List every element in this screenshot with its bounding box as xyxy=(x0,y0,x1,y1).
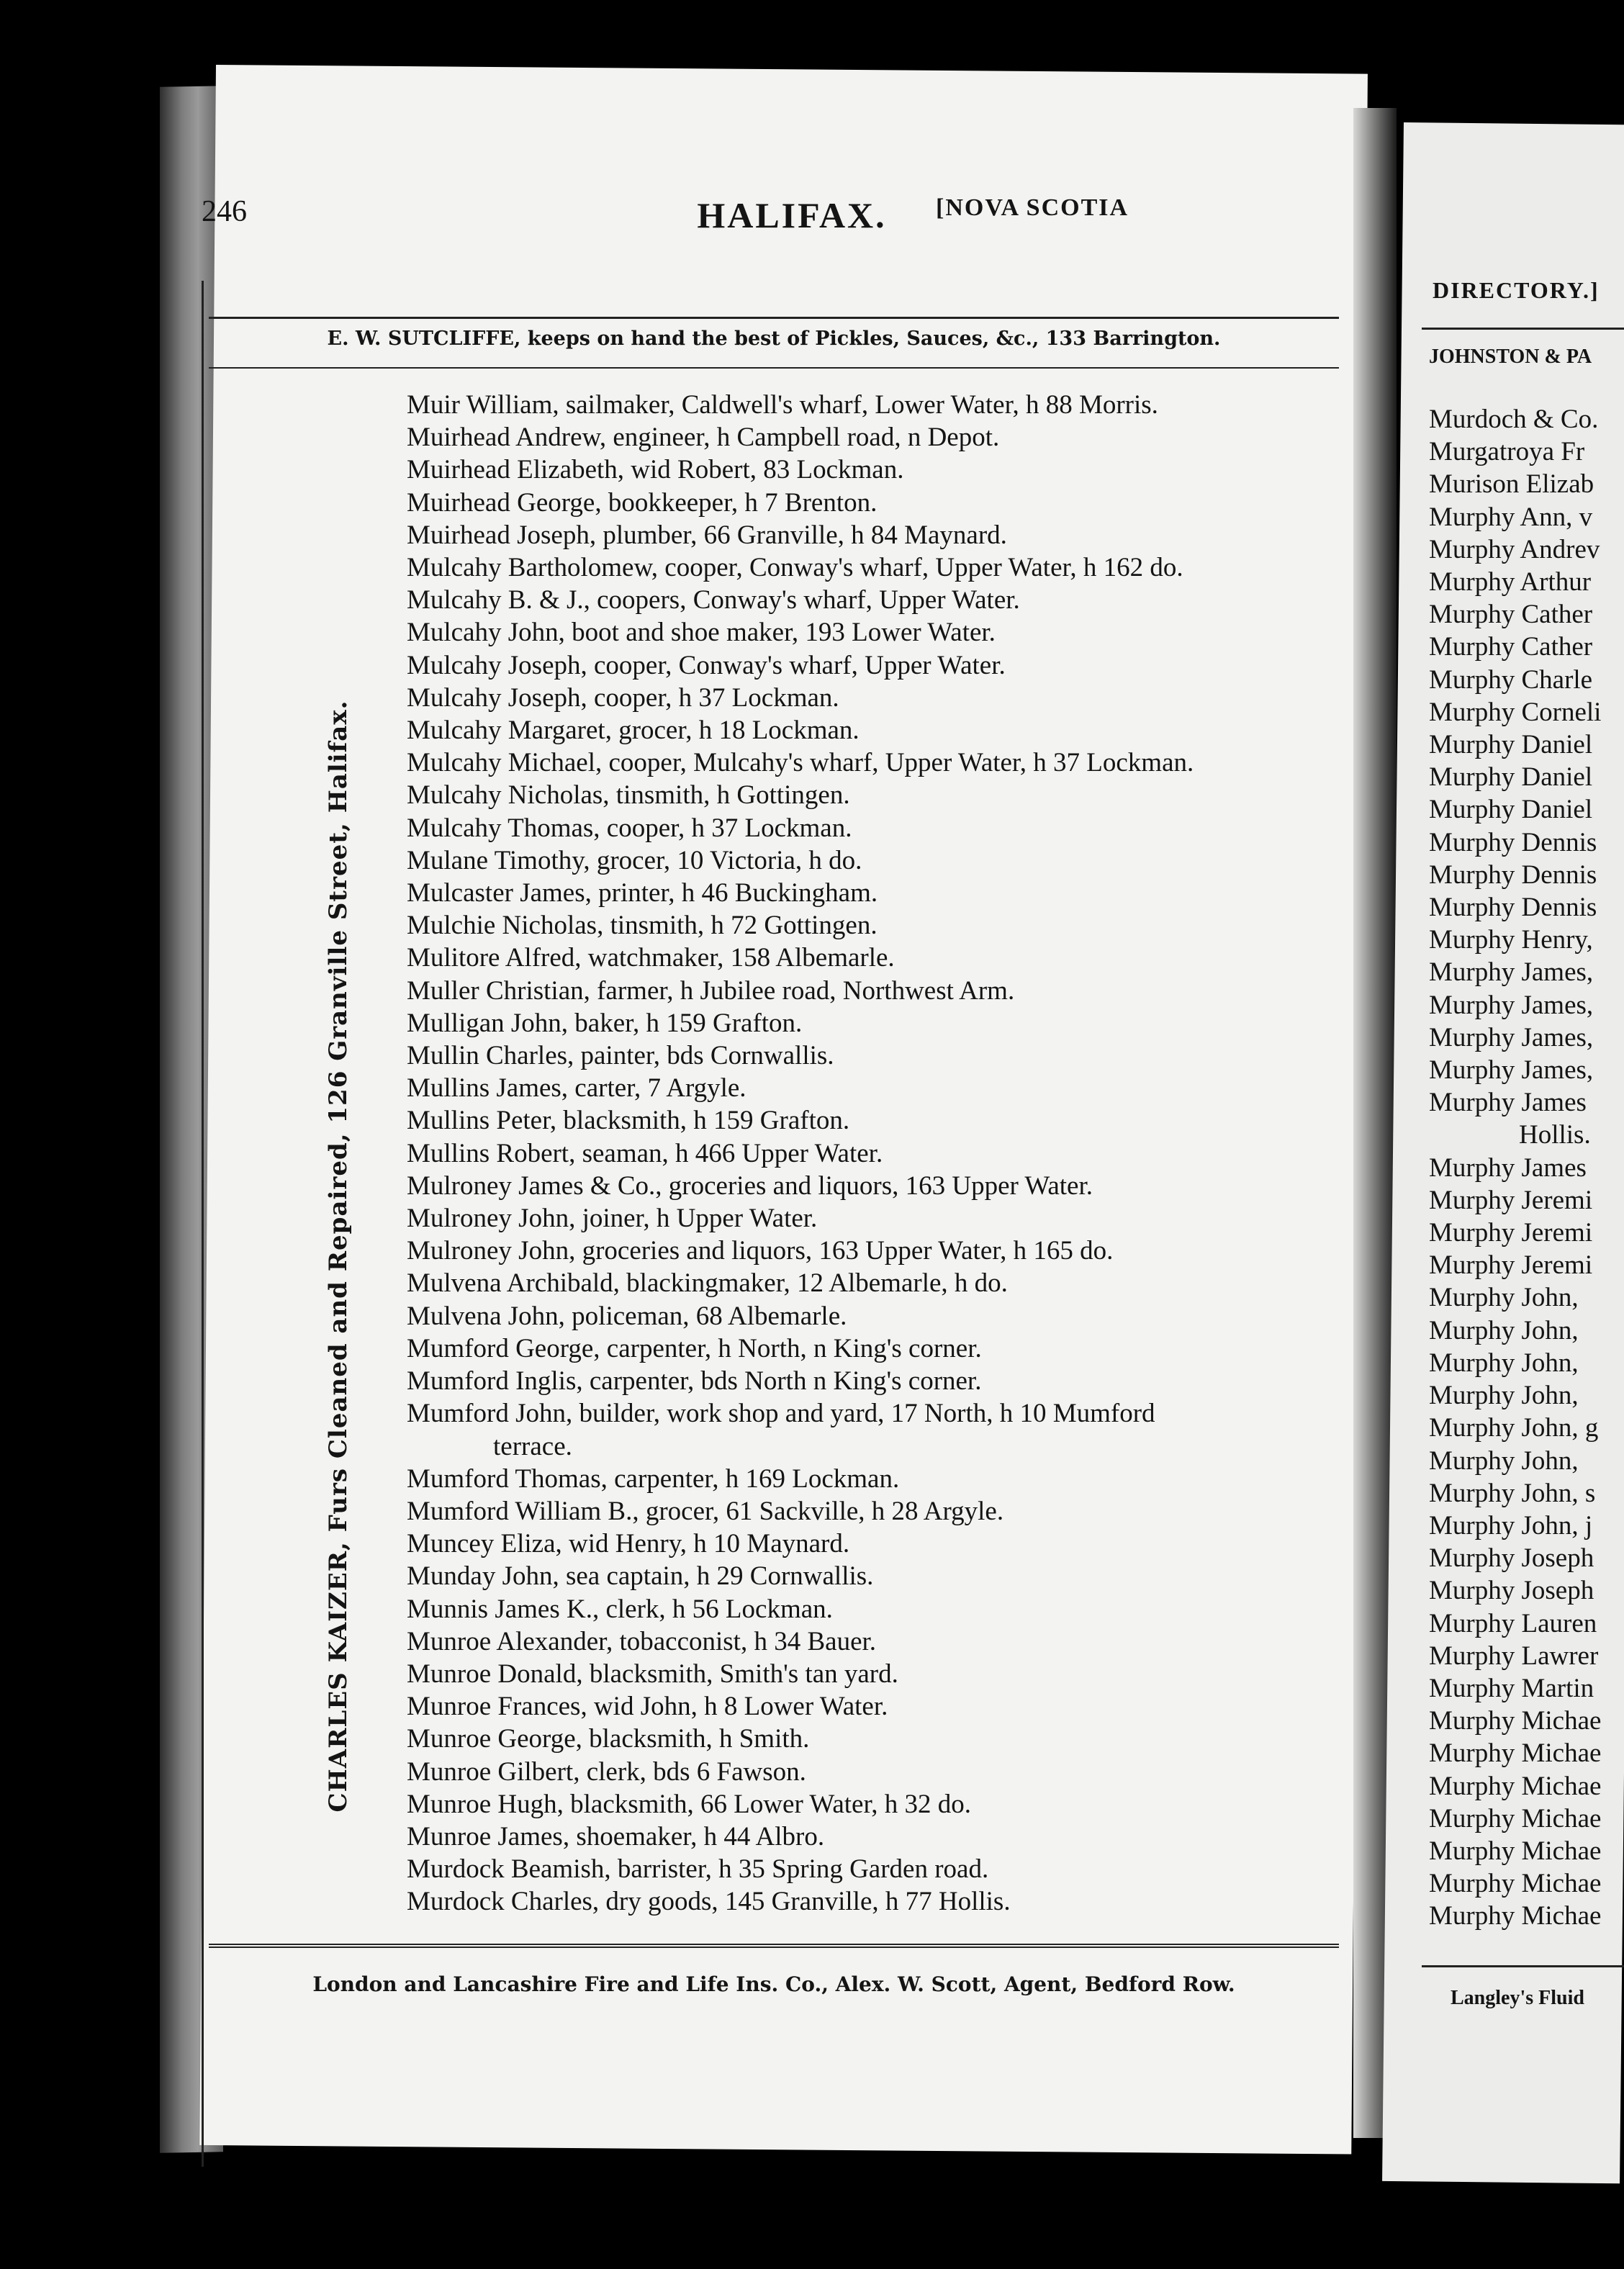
directory-entry xyxy=(1429,1184,1623,1217)
entry-text: Mulvena Archibald, blackingmaker, 12 Albemarle, h do. xyxy=(407,1268,1008,1299)
entry-text: Murphy James, xyxy=(1429,1055,1594,1086)
directory-entry xyxy=(407,1202,1343,1235)
directory-entry xyxy=(407,1658,1343,1690)
directory-entry xyxy=(1429,403,1623,436)
top-advertisement: E. W. SUTCLIFFE, keeps on hand the best of Pickles, Sauces, &c., 133 Barrington. xyxy=(327,328,1221,350)
bottom-advertisement: London and Lancashire Fire and Life Ins. Co., Alex. W. Scott, Agent, Bedford Row. xyxy=(312,1972,1235,1996)
entry-text: Mumford Inglis, carpenter, bds North n King's corner. xyxy=(407,1366,982,1397)
entry-text: Mullins Robert, seaman, h 466 Upper Water. xyxy=(407,1138,883,1168)
directory-entry xyxy=(407,649,1343,682)
directory-entry xyxy=(407,1007,1343,1039)
directory-entry xyxy=(407,1593,1343,1625)
directory-entry xyxy=(407,519,1343,551)
entry-text: Murphy Joseph xyxy=(1429,1576,1594,1606)
directory-entry xyxy=(407,1625,1343,1658)
entry-text: Mulroney James & Co., groceries and liquors, 163 Upper Water. xyxy=(407,1170,1093,1201)
entry-text: Murphy Michae xyxy=(1429,1771,1602,1801)
entry-text: Murphy Michae xyxy=(1429,1836,1602,1866)
directory-entry xyxy=(407,1853,1343,1885)
directory-entry xyxy=(407,779,1343,811)
directory-entry xyxy=(1429,859,1623,891)
directory-entry xyxy=(407,1560,1343,1592)
entry-text: Murphy John, xyxy=(1429,1348,1579,1378)
entry-text: Murphy Michae xyxy=(1429,1738,1602,1769)
directory-entry xyxy=(1429,1347,1623,1379)
entry-text: Mulcahy B. & J., coopers, Conway's wharf, Upper Water. xyxy=(407,585,1020,615)
entry-text: Murphy Daniel xyxy=(1429,762,1593,793)
directory-entry xyxy=(1429,1314,1623,1347)
directory-entry xyxy=(407,812,1343,844)
entry-text: Murphy Andrev xyxy=(1429,534,1600,564)
directory-entry xyxy=(1429,761,1623,793)
entry-text: Muirhead Andrew, engineer, h Campbell road, n Depot. xyxy=(407,423,1000,453)
directory-entry xyxy=(407,1365,1343,1397)
entry-text: Murphy Daniel xyxy=(1429,795,1593,825)
entry-text: Mulchie Nicholas, tinsmith, h 72 Gottingen. xyxy=(407,911,878,941)
entry-text: Murdock Charles, dry goods, 145 Granville, h 77 Hollis. xyxy=(407,1887,1011,1917)
entry-continuation: Hollis. xyxy=(1519,1120,1591,1150)
entry-text: Murphy Dennis xyxy=(1429,860,1597,890)
entry-text: Munroe Gilbert, clerk, bds 6 Fawson. xyxy=(407,1756,806,1787)
directory-entry xyxy=(407,454,1343,486)
directory-entry xyxy=(1429,1737,1623,1769)
entry-text: Munroe Frances, wid John, h 8 Lower Water. xyxy=(407,1692,888,1722)
directory-entry xyxy=(407,487,1343,519)
entry-text: Mulroney John, joiner, h Upper Water. xyxy=(407,1204,818,1234)
entry-text: Murphy Dennis xyxy=(1429,827,1597,857)
entry-text: Mullins James, carter, 7 Argyle. xyxy=(407,1073,746,1104)
directory-entry xyxy=(1429,436,1623,468)
directory-entry xyxy=(1429,1152,1623,1184)
directory-entry xyxy=(1429,1607,1623,1640)
directory-entry xyxy=(1429,793,1623,826)
directory-entry xyxy=(1429,1379,1623,1412)
entry-text: Muncey Eliza, wid Henry, h 10 Maynard. xyxy=(407,1529,850,1559)
directory-entry xyxy=(1429,1477,1623,1510)
entry-text: Murphy Dennis xyxy=(1429,893,1597,923)
entry-text: Mullin Charles, painter, bds Cornwallis. xyxy=(407,1041,834,1071)
entry-text: Munroe George, blacksmith, h Smith. xyxy=(407,1724,810,1754)
entry-text: Murphy Jeremi xyxy=(1429,1250,1593,1281)
entry-text: Mumford George, carpenter, h North, n King's corner. xyxy=(407,1333,982,1363)
directory-entry xyxy=(407,1137,1343,1170)
entry-text: Murphy Arthur xyxy=(1429,567,1592,597)
directory-entry xyxy=(1429,1640,1623,1672)
directory-entry xyxy=(1429,664,1623,696)
directory-entry xyxy=(1429,1574,1623,1607)
entry-text: Murphy John, xyxy=(1429,1381,1579,1411)
directory-entry xyxy=(407,942,1343,974)
entry-text: Murphy Michae xyxy=(1429,1869,1602,1899)
page-title: HALIFAX. xyxy=(697,195,887,235)
entry-text: Mullins Peter, blacksmith, h 159 Grafton. xyxy=(407,1106,850,1136)
entry-text: Murphy John, xyxy=(1429,1445,1579,1476)
right-page-bottom-advertisement: Langley's Fluid xyxy=(1451,1987,1584,2009)
directory-entry xyxy=(407,844,1343,877)
entry-text: Mulcahy Michael, cooper, Mulcahy's wharf, Upper Water, h 37 Lockman. xyxy=(407,748,1194,778)
entry-text: Murphy Jeremi xyxy=(1429,1185,1593,1215)
side-advertisement: CHARLES KAIZER, Furs Cleaned and Repaired, 126 Granville Street, Halifax. xyxy=(324,700,353,1813)
right-page-bottom-rule xyxy=(1422,1965,1624,1967)
directory-entry xyxy=(1429,533,1623,566)
directory-entry xyxy=(407,1332,1343,1365)
entry-text: Mulroney John, groceries and liquors, 163 Upper Water, h 165 do. xyxy=(407,1236,1114,1266)
entry-text: Murphy John, g xyxy=(1429,1413,1599,1443)
directory-entry xyxy=(1429,1054,1623,1086)
entry-text: Murphy James xyxy=(1429,1088,1587,1118)
entry-text: Murgatroya Fr xyxy=(1429,437,1585,467)
directory-entry xyxy=(1429,1900,1623,1932)
entry-text: Mulcahy Joseph, cooper, Conway's wharf, Upper Water. xyxy=(407,650,1006,680)
entry-text: Murphy Lawrer xyxy=(1429,1641,1599,1671)
directory-entry xyxy=(1429,826,1623,859)
directory-entry xyxy=(1429,924,1623,956)
entry-text: Muirhead Elizabeth, wid Robert, 83 Lockman. xyxy=(407,455,904,485)
entry-text: Murphy John, s xyxy=(1429,1478,1596,1508)
bottom-rule xyxy=(209,1944,1339,1948)
right-page-entries xyxy=(1429,403,1623,1933)
directory-entry xyxy=(1429,1281,1623,1314)
entry-text: Murphy John, xyxy=(1429,1315,1579,1345)
directory-entry xyxy=(407,1690,1343,1723)
entry-text: Munroe James, shoemaker, h 44 Albro. xyxy=(407,1821,825,1851)
directory-entry xyxy=(407,1267,1343,1299)
entry-text: Mulvena John, policeman, 68 Albemarle. xyxy=(407,1301,847,1331)
entry-text: Mumford John, builder, work shop and yard, 17 North, h 10 Mumford xyxy=(407,1399,1155,1429)
entry-text: Murphy James, xyxy=(1429,957,1594,988)
directory-entry xyxy=(407,1723,1343,1755)
entry-text: Mulcahy Thomas, cooper, h 37 Lockman. xyxy=(407,813,852,843)
entry-text: Mumford William B., grocer, 61 Sackville, h 28 Argyle. xyxy=(407,1496,1004,1526)
directory-entry xyxy=(407,1039,1343,1072)
directory-entry xyxy=(407,1300,1343,1332)
directory-entry xyxy=(407,551,1343,584)
right-page-top-advertisement: JOHNSTON & PA xyxy=(1429,346,1592,368)
directory-entry xyxy=(1429,696,1623,728)
entry-text: Mumford Thomas, carpenter, h 169 Lockman. xyxy=(407,1463,900,1494)
directory-entry xyxy=(1429,598,1623,631)
entry-text: Munroe Alexander, tobacconist, h 34 Bauer. xyxy=(407,1626,877,1656)
directory-entry xyxy=(407,1170,1343,1202)
entry-text: Murphy Michae xyxy=(1429,1901,1602,1931)
entry-text: Murphy Corneli xyxy=(1429,697,1602,727)
directory-entry xyxy=(1429,1867,1623,1900)
directory-entry xyxy=(407,584,1343,616)
entry-text: Murphy James, xyxy=(1429,990,1594,1020)
directory-entry xyxy=(407,909,1343,942)
directory-entry xyxy=(407,616,1343,649)
entry-text: Mulcahy Joseph, cooper, h 37 Lockman. xyxy=(407,682,839,713)
entry-text: Murison Elizab xyxy=(1429,469,1594,500)
directory-entry xyxy=(1429,1412,1623,1444)
directory-entry xyxy=(1429,1086,1623,1151)
entry-text: Muirhead George, bookkeeper, h 7 Brenton. xyxy=(407,487,878,518)
entry-text: Mulitore Alfred, watchmaker, 158 Albemarle. xyxy=(407,943,895,973)
entry-text: Mulcahy Bartholomew, cooper, Conway's wharf, Upper Water, h 162 do. xyxy=(407,553,1183,583)
entry-text: Mulcahy Margaret, grocer, h 18 Lockman. xyxy=(407,716,860,746)
entry-text: Munroe Donald, blacksmith, Smith's tan yard. xyxy=(407,1659,898,1689)
entry-continuation: terrace. xyxy=(493,1431,572,1461)
directory-entry xyxy=(407,1463,1343,1495)
entry-text: Murphy Henry, xyxy=(1429,925,1593,955)
directory-entry xyxy=(407,1821,1343,1853)
directory-entry xyxy=(407,877,1343,909)
entry-text: Murphy James, xyxy=(1429,1022,1594,1052)
directory-entry xyxy=(1429,631,1623,663)
directory-entry xyxy=(407,1756,1343,1788)
entry-text: Murdock Beamish, barrister, h 35 Spring Garden road. xyxy=(407,1854,989,1885)
directory-entry xyxy=(407,421,1343,454)
entry-text: Murphy Ann, v xyxy=(1429,502,1593,532)
entry-text: Murphy John, xyxy=(1429,1283,1579,1313)
entry-text: Mulcaster James, printer, h 46 Buckingham. xyxy=(407,878,878,908)
directory-entry xyxy=(1429,1217,1623,1249)
directory-entry xyxy=(1429,1705,1623,1737)
page-section: [NOVA SCOTIA xyxy=(936,194,1129,221)
directory-entry xyxy=(407,1104,1343,1137)
directory-entry xyxy=(407,1528,1343,1560)
directory-entry xyxy=(1429,566,1623,598)
directory-entry xyxy=(1429,1803,1623,1835)
entry-text: Murphy Cather xyxy=(1429,632,1593,662)
directory-entry xyxy=(1429,1835,1623,1867)
entry-text: Mulligan John, baker, h 159 Grafton. xyxy=(407,1008,803,1038)
right-page-header: DIRECTORY.] xyxy=(1433,277,1600,303)
directory-entry xyxy=(1429,468,1623,500)
directory-entries xyxy=(407,389,1343,1918)
directory-entry xyxy=(407,1788,1343,1821)
directory-entry xyxy=(407,682,1343,714)
entry-text: Muller Christian, farmer, h Jubilee road, Northwest Arm. xyxy=(407,975,1015,1006)
directory-entry xyxy=(1429,956,1623,988)
entry-text: Mulcahy Nicholas, tinsmith, h Gottingen. xyxy=(407,780,850,811)
directory-entry xyxy=(1429,989,1623,1021)
entry-text: Mulcahy John, boot and shoe maker, 193 Lower Water. xyxy=(407,618,996,648)
directory-entry xyxy=(1429,1542,1623,1574)
entry-text: Murphy Michae xyxy=(1429,1706,1602,1736)
entry-text: Murdoch & Co. xyxy=(1429,405,1599,434)
entry-text: Munday John, sea captain, h 29 Cornwallis. xyxy=(407,1561,874,1592)
entry-text: Murphy Martin xyxy=(1429,1673,1594,1703)
entry-text: Mulane Timothy, grocer, 10 Victoria, h do. xyxy=(407,845,862,875)
entry-text: Munnis James K., clerk, h 56 Lockman. xyxy=(407,1594,833,1624)
entry-text: Murphy John, j xyxy=(1429,1510,1593,1541)
directory-entry xyxy=(407,1397,1343,1462)
entry-text: Murphy Michae xyxy=(1429,1803,1602,1833)
directory-entry xyxy=(1429,1672,1623,1705)
entry-text: Murphy James xyxy=(1429,1152,1587,1183)
right-page-top-rule xyxy=(1422,328,1624,330)
directory-entry xyxy=(1429,891,1623,924)
page-number: 246 xyxy=(202,195,247,228)
entry-text: Murphy Daniel xyxy=(1429,730,1593,760)
directory-entry xyxy=(407,714,1343,746)
directory-entry xyxy=(407,1495,1343,1528)
directory-entry xyxy=(407,1235,1343,1267)
directory-entry xyxy=(407,1885,1343,1918)
entry-text: Murphy Joseph xyxy=(1429,1543,1594,1574)
directory-entry xyxy=(1429,1770,1623,1803)
entry-text: Murphy Jeremi xyxy=(1429,1218,1593,1248)
entry-text: Muirhead Joseph, plumber, 66 Granville, h 84 Maynard. xyxy=(407,520,1007,550)
entry-text: Murphy Lauren xyxy=(1429,1608,1597,1638)
entry-text: Munroe Hugh, blacksmith, 66 Lower Water, h 32 do. xyxy=(407,1789,972,1819)
directory-entry xyxy=(407,389,1343,421)
directory-entry xyxy=(1429,1249,1623,1281)
directory-entry xyxy=(1429,1021,1623,1054)
entry-text: Muir William, sailmaker, Caldwell's wharf, Lower Water, h 88 Morris. xyxy=(407,390,1158,420)
directory-entry xyxy=(407,746,1343,779)
directory-entry xyxy=(407,1072,1343,1104)
directory-entry xyxy=(407,975,1343,1007)
directory-entry xyxy=(1429,728,1623,761)
entry-text: Murphy Charle xyxy=(1429,664,1593,695)
directory-entry xyxy=(1429,1510,1623,1542)
entry-text: Murphy Cather xyxy=(1429,600,1593,630)
directory-entry xyxy=(1429,1445,1623,1477)
directory-entry xyxy=(1429,501,1623,533)
